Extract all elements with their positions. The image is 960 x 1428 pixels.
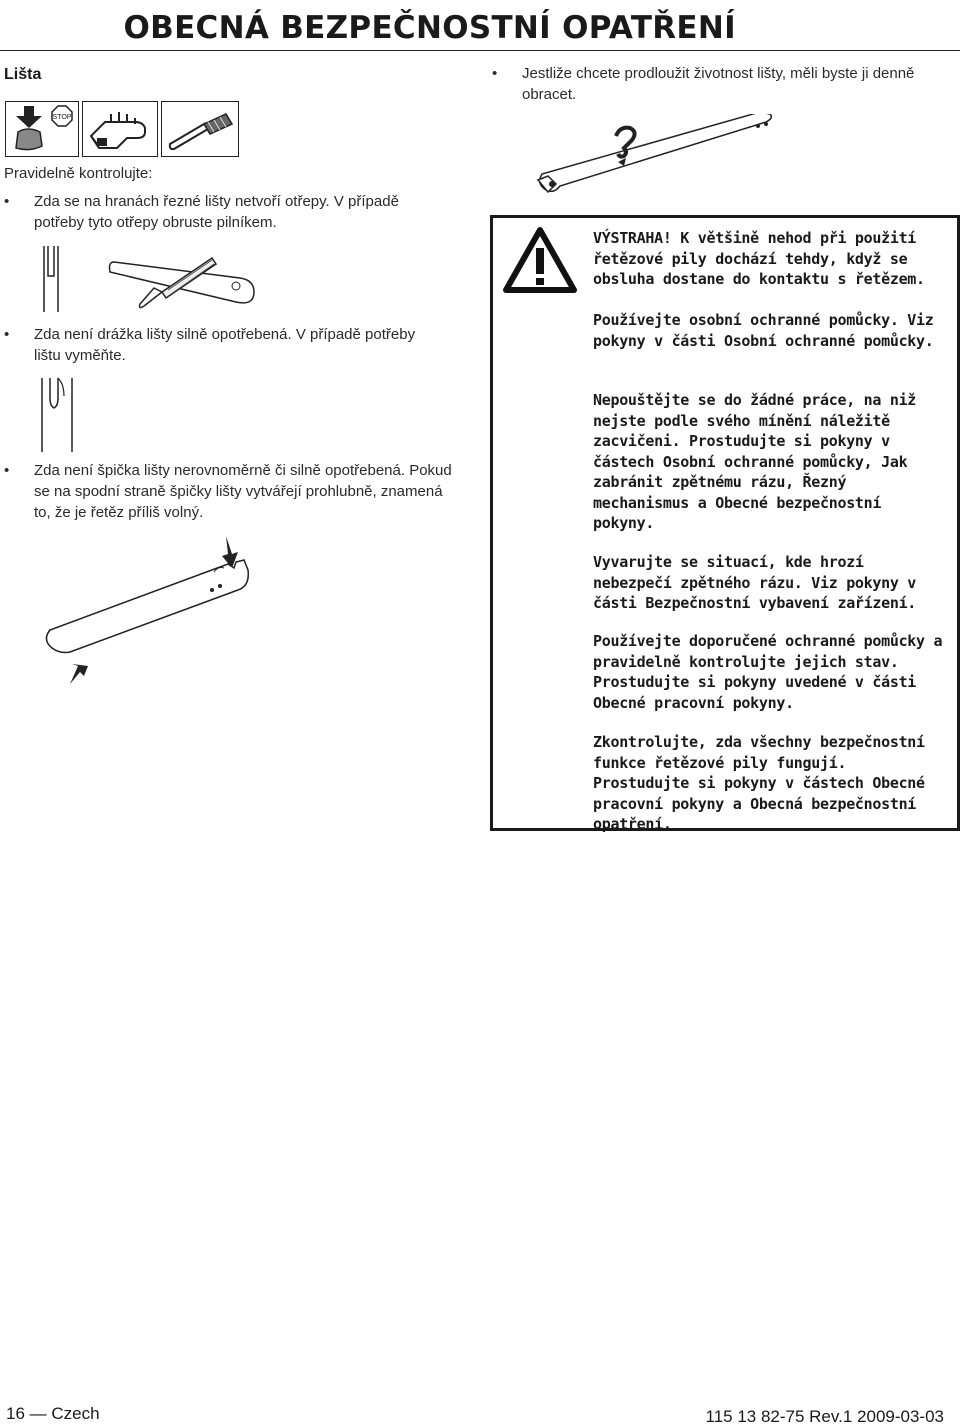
engine-stop-icon xyxy=(5,101,79,157)
warning-box xyxy=(490,215,960,831)
svg-text:STOP: STOP xyxy=(52,114,72,121)
list-item-text: Zda není drážka lišty silně opotřebená. V případě potřeby lištu vyměňte. xyxy=(34,326,416,364)
list-item-text: Zda se na hranách řezné lišty netvoří otřepy. V případě potřeby tyto otřepy obruste pilníkem. xyxy=(34,193,399,231)
section-heading: Lišta xyxy=(4,66,42,83)
warning-paragraph: Zkontrolujte, zda všechny bezpečnostní funkce řetězové pily fungují. Prostudujte si pokyny v částech Obecné pracovní pokyny a Obecná bezpečnostní opatření. xyxy=(593,733,925,833)
cleaning-brush-icon xyxy=(161,101,239,157)
list-item-text: Zda není špička lišty nerovnoměrně či silně opotřebená. Pokud se na spodní straně špičky lišty vytvářejí prohlubně, znamená to, že je řetěz příliš volný. xyxy=(34,462,452,521)
page-title: OBECNÁ BEZPEČNOSTNÍ OPATŘENÍ xyxy=(123,10,736,46)
warning-paragraph: VÝSTRAHA! K většině nehod při použití řetězové pily dochází tehdy, když se obsluha dostane do kontaktu s řetězem. xyxy=(593,229,925,288)
worn-bar-tip-illustration xyxy=(36,534,260,694)
bullet-dot: • xyxy=(4,193,10,210)
bar-flip-illustration xyxy=(528,114,784,210)
footer-page-number: 16 — Czech xyxy=(6,1404,100,1423)
warning-paragraph: Používejte osobní ochranné pomůcky. Viz pokyny v části Osobní ochranné pomůcky. xyxy=(593,311,934,350)
protective-glove-icon xyxy=(82,101,158,157)
list-item xyxy=(492,63,932,105)
bullet-dot: • xyxy=(4,326,10,343)
bullet-dot: • xyxy=(4,462,10,479)
list-item-text: Jestliže chcete prodloužit životnost lišty, měli byste ji denně obracet. xyxy=(522,65,915,103)
bullet-dot: • xyxy=(492,65,498,82)
footer-doc-id: 115 13 82-75 Rev.1 2009-03-03 xyxy=(705,1407,944,1426)
warning-paragraph: Vyvarujte se situací, kde hrozí nebezpečí zpětného rázu. Viz pokyny v části Bezpečnostní vybavení zařízení. xyxy=(593,553,917,612)
header-rule xyxy=(0,50,960,51)
list-item xyxy=(4,324,444,366)
bar-groove-illustration xyxy=(38,374,78,456)
warning-paragraph: Nepouštějte se do žádné práce, na niž nejste podle svého mínění náležitě zacvičeni. Prostudujte si pokyny v částech Osobní ochranné pomůcky, Jak zabránit zpětnému rázu, Řezný mechanismus a Obecné bezpečnostní pokyny. xyxy=(593,391,917,532)
list-item xyxy=(4,460,454,523)
intro-text: Pravidelně kontrolujte: xyxy=(4,165,153,182)
bar-filing-illustration xyxy=(38,240,262,320)
warning-triangle-icon xyxy=(503,226,577,296)
warning-paragraph: Používejte doporučené ochranné pomůcky a pravidelně kontrolujte jejich stav. Prostudujte si pokyny uvedené v části Obecné pracovní pokyny. xyxy=(593,632,943,712)
list-item xyxy=(4,191,444,233)
